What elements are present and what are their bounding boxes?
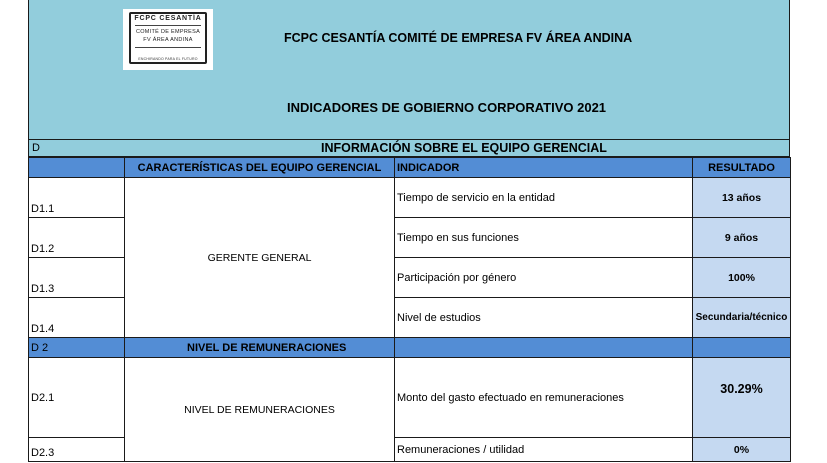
logo-line-2: FV ÁREA ANDINA: [143, 37, 193, 43]
row-result[interactable]: 30.29%: [693, 358, 791, 438]
logo-line-1: COMITÉ DE EMPRESA: [135, 29, 201, 35]
group-label[interactable]: NIVEL DE REMUNERACIONES: [125, 358, 395, 462]
group-label[interactable]: GERENTE GENERAL: [125, 178, 395, 338]
subsection-row: [29, 338, 791, 358]
row-result[interactable]: 0%: [693, 438, 791, 462]
row-result[interactable]: Secundaria/técnico: [693, 298, 791, 338]
table-row: [29, 178, 791, 218]
logo-divider-2: [135, 47, 201, 48]
section-row[interactable]: [28, 139, 790, 157]
section-code: D: [32, 142, 40, 154]
logo-divider: [135, 25, 201, 26]
subsection-code[interactable]: D 2: [29, 338, 125, 358]
report-title: INDICADORES DE GOBIERNO CORPORATIVO 2021: [287, 100, 607, 115]
logo-frame: [129, 12, 207, 64]
subsection-empty[interactable]: [395, 338, 693, 358]
row-code[interactable]: D1.1: [29, 178, 125, 218]
row-result[interactable]: 100%: [693, 258, 791, 298]
row-code[interactable]: D1.2: [29, 218, 125, 258]
company-logo: [123, 9, 213, 70]
indicators-table: [28, 157, 791, 462]
report-header: [28, 0, 790, 139]
subsection-title[interactable]: NIVEL DE REMUNERACIONES: [125, 338, 395, 358]
row-indicator[interactable]: Tiempo en sus funciones: [395, 218, 693, 258]
column-header-row: [29, 158, 791, 178]
row-result[interactable]: 13 años: [693, 178, 791, 218]
row-code[interactable]: D1.3: [29, 258, 125, 298]
row-indicator[interactable]: Participación por género: [395, 258, 693, 298]
header-indicator[interactable]: INDICADOR: [395, 158, 693, 178]
section-title: INFORMACIÓN SOBRE EL EQUIPO GERENCIAL: [321, 141, 607, 155]
row-indicator[interactable]: Remuneraciones / utilidad: [395, 438, 693, 462]
row-indicator[interactable]: Nivel de estudios: [395, 298, 693, 338]
header-result[interactable]: RESULTADO: [693, 158, 791, 178]
row-result[interactable]: 9 años: [693, 218, 791, 258]
logo-top-text: FCPC CESANTÍA: [134, 15, 202, 22]
header-characteristics[interactable]: CARACTERÍSTICAS DEL EQUIPO GERENCIAL: [125, 158, 395, 178]
row-code[interactable]: D2.3: [29, 438, 125, 462]
row-indicator[interactable]: Monto del gasto efectuado en remuneraciones: [395, 358, 693, 438]
company-name: FCPC CESANTÍA COMITÉ DE EMPRESA FV ÁREA ANDINA: [284, 31, 633, 45]
header-code-cell[interactable]: [29, 158, 125, 178]
subsection-empty[interactable]: [693, 338, 791, 358]
logo-tagline: ENCHIRANDO PARA EL FUTURO: [138, 57, 198, 61]
table-row: [29, 358, 791, 438]
row-code[interactable]: D1.4: [29, 298, 125, 338]
row-indicator[interactable]: Tiempo de servicio en la entidad: [395, 178, 693, 218]
row-code[interactable]: D2.1: [29, 358, 125, 438]
